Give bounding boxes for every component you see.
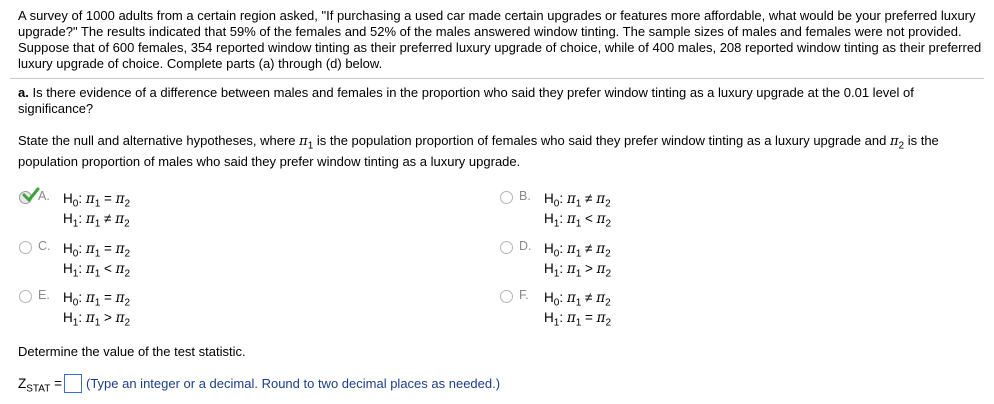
option-letter: D.: [519, 239, 532, 253]
alternative-hypothesis: $H_1$: $\pi_1 < \pi_2$: [544, 211, 612, 230]
part-a-text: Is there evidence of a difference between males and females in the proportion who said they prefer window tinting as a luxury upgrade at the 0.01 level of significance?: [18, 85, 914, 116]
null-hypothesis: $H_0$: $\pi_1 \ne \pi_2$: [544, 191, 611, 210]
null-hypothesis: $H_0$: $\pi_1 = \pi_2$: [63, 191, 131, 210]
alternative-hypothesis: $H_1$: $\pi_1 \ne \pi_2$: [63, 211, 130, 230]
instruction-text-1: State the null and alternative hypotheses, where: [18, 133, 296, 148]
radio-button[interactable]: [500, 191, 513, 204]
option-d[interactable]: [500, 239, 800, 279]
zstat-label: [18, 376, 62, 395]
radio-button[interactable]: [500, 290, 513, 303]
option-b[interactable]: [500, 189, 800, 229]
determine-instruction: Determine the value of the test statistic.: [18, 344, 246, 359]
option-hypotheses: [63, 189, 130, 229]
option-a[interactable]: [19, 189, 319, 229]
radio-button[interactable]: [500, 241, 513, 254]
option-hypotheses: [63, 288, 130, 328]
option-letter: B.: [519, 189, 531, 203]
alternative-hypothesis: $H_1$: $\pi_1 > \pi_2$: [63, 310, 131, 329]
null-hypothesis: $H_0$: $\pi_1 = \pi_2$: [63, 241, 131, 260]
instruction-text-3: is the population proportion of males who said they prefer window tinting as a luxury upgrade.: [18, 133, 939, 169]
divider: [10, 78, 984, 79]
option-hypotheses: [544, 239, 611, 279]
zstat-row: [18, 374, 500, 394]
alternative-hypothesis: $H_1$: $\pi_1 < \pi_2$: [63, 261, 131, 280]
option-hypotheses: [544, 189, 611, 229]
zstat-answer-input[interactable]: [64, 374, 82, 393]
null-hypothesis: $H_0$: $\pi_1 \ne \pi_2$: [544, 290, 611, 309]
pi-subscript-2: 2: [898, 140, 905, 152]
zstat-subscript: STAT: [26, 383, 51, 395]
pi-symbol: π: [299, 134, 308, 149]
option-hypotheses: [544, 288, 611, 328]
option-f[interactable]: [500, 288, 800, 328]
option-e[interactable]: [19, 288, 319, 328]
alternative-hypothesis: $H_1$: $\pi_1 > \pi_2$: [544, 261, 612, 280]
zstat-z: Z: [18, 376, 27, 391]
zstat-equals: =: [54, 376, 62, 391]
zstat-hint: (Type an integer or a decimal. Round to two decimal places as needed.): [85, 376, 501, 391]
null-hypothesis: $H_0$: $\pi_1 \ne \pi_2$: [544, 241, 611, 260]
alternative-hypothesis: $H_1$: $\pi_1 = \pi_2$: [544, 310, 612, 329]
option-letter: C.: [38, 239, 51, 253]
part-a-label: a.: [18, 85, 29, 100]
radio-button[interactable]: [19, 241, 32, 254]
option-c[interactable]: [19, 239, 319, 279]
radio-button[interactable]: [19, 290, 32, 303]
pi-symbol: π: [889, 134, 899, 149]
option-letter: F.: [519, 288, 529, 302]
option-hypotheses: [63, 239, 130, 279]
pi-subscript-1: 1: [307, 140, 314, 152]
null-hypothesis: $H_0$: $\pi_1 = \pi_2$: [63, 290, 131, 309]
hypotheses-instruction: [18, 131, 978, 172]
option-letter: E.: [38, 288, 50, 302]
problem-intro: A survey of 1000 adults from a certain region asked, "If purchasing a used car made certain upgrades or features more affordable, what would be your preferred luxury upgrade?" The results indicated that 59% of the females and 52% of the males answered window tinting. The sample sizes of males and females were not provided. Suppose that of 600 females, 354 reported window tinting as their preferred luxury upgrade of choice, while of 400 males, 208 reported window tinting as their preferred luxury upgrade of choice. Complete parts (a) through (d) below.: [18, 8, 982, 71]
part-a-question: [18, 85, 978, 117]
instruction-text-2: is the population proportion of females who said they prefer window tinting as a luxury upgrade and: [316, 133, 887, 148]
option-letter: A.: [38, 189, 50, 203]
